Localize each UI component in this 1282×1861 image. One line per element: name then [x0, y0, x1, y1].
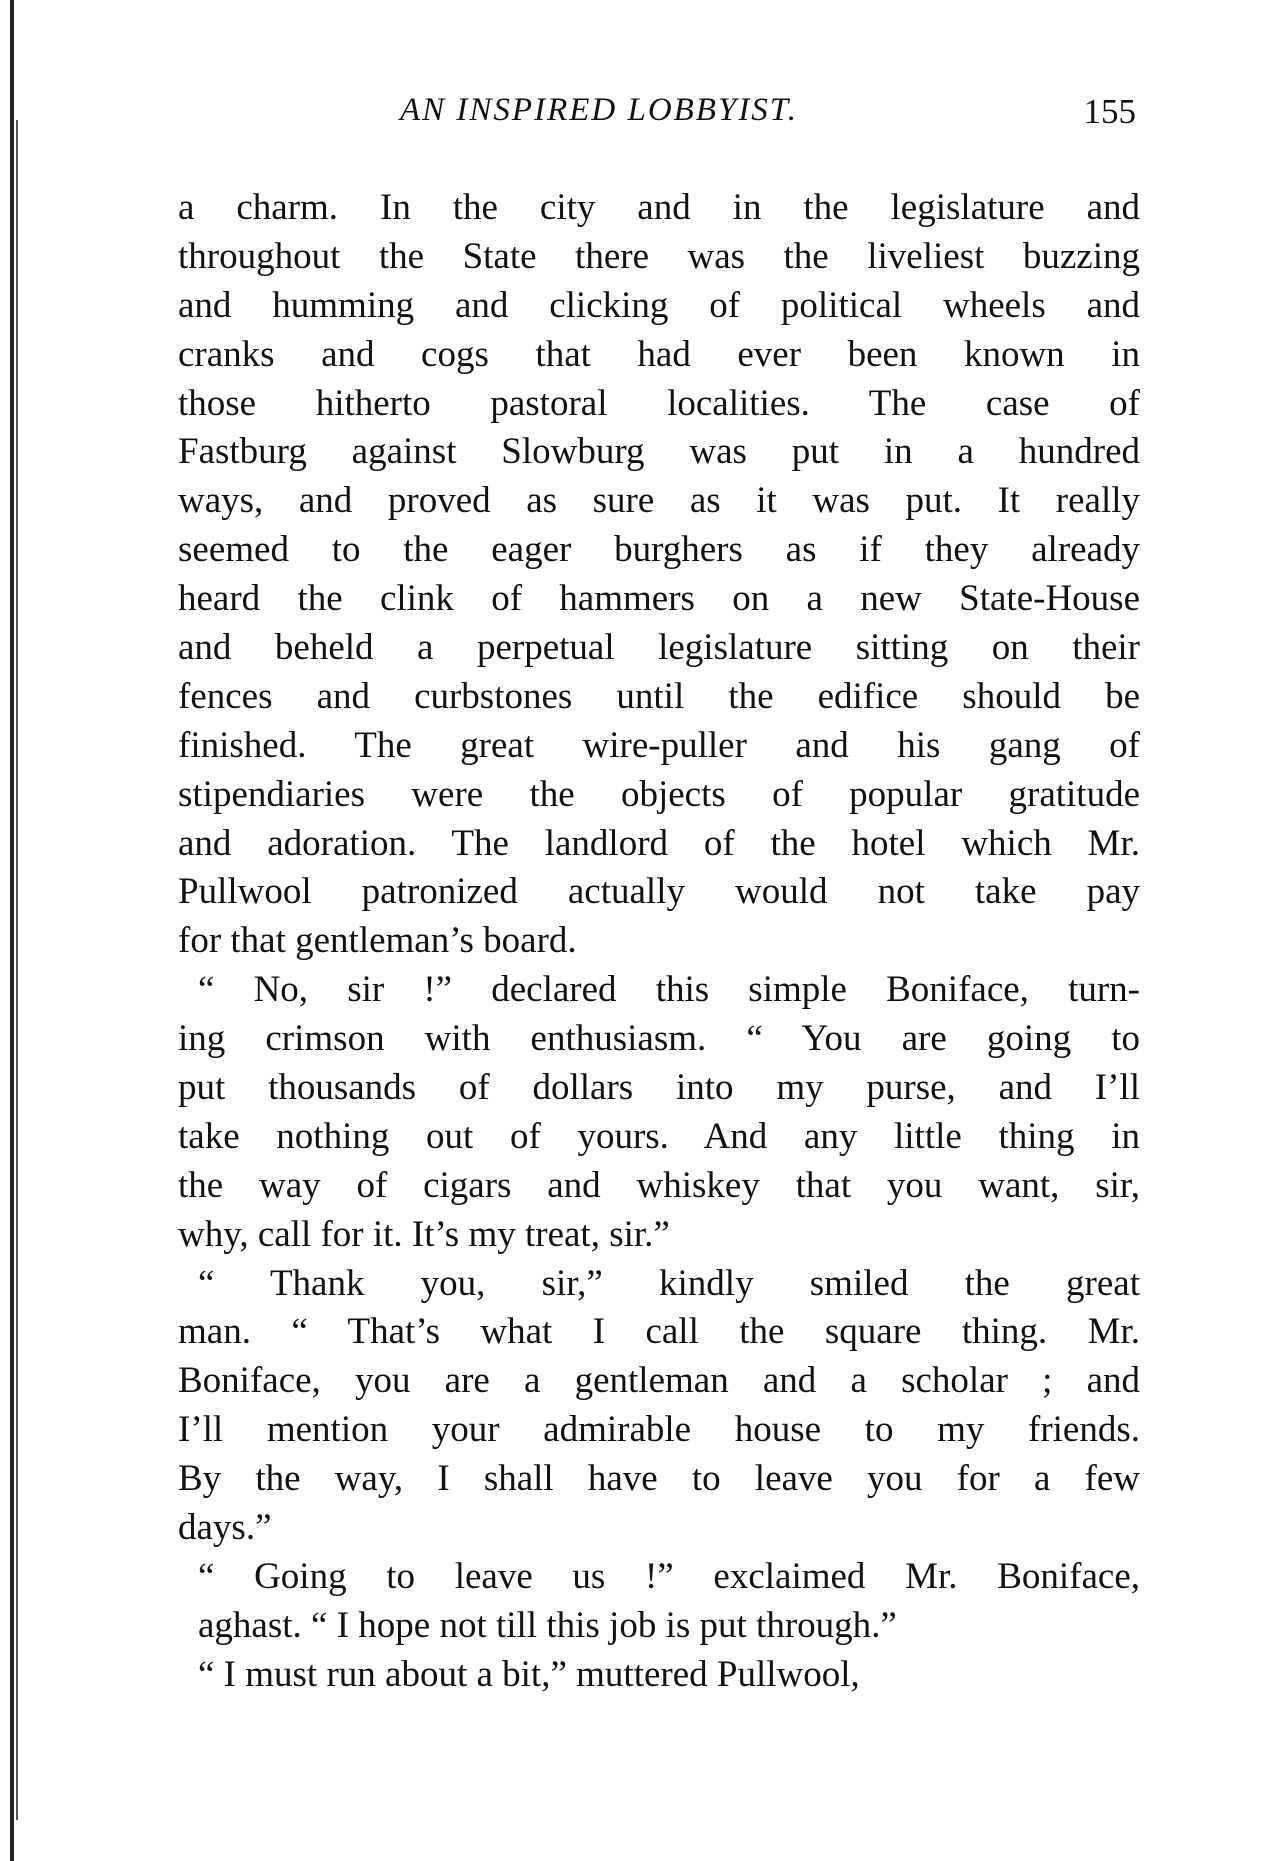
running-header: [178, 92, 1140, 136]
text-line: and humming and clicking of political wheels and: [178, 284, 1140, 326]
text-line: heard the clink of hammers on a new State-House: [178, 578, 1140, 620]
text-line: fences and curbstones until the edifice should be: [178, 675, 1140, 717]
text-line: seemed to the eager burghers as if they already: [178, 529, 1140, 571]
text-line: and beheld a perpetual legislature sitting on their: [178, 627, 1140, 669]
text-line: cranks and cogs that had ever been known in: [178, 333, 1140, 375]
text-line: take nothing out of yours. And any little thing in: [178, 1115, 1140, 1157]
text-line: “ Going to leave us !” exclaimed Mr. Boniface,: [198, 1555, 1140, 1597]
text-line: By the way, I shall have to leave you for a few: [178, 1458, 1140, 1500]
running-title: AN INSPIRED LOBBYIST.: [400, 92, 798, 128]
text-line: “ I must run about a bit,” muttered Pullwool,: [198, 1653, 860, 1695]
text-line: Fastburg against Slowburg was put in a hundred: [178, 431, 1140, 473]
text-line: put thousands of dollars into my purse, and I’ll: [178, 1067, 1140, 1109]
page-number: 155: [1083, 92, 1136, 131]
text-line: Pullwool patronized actually would not take pay: [178, 871, 1140, 913]
text-line: throughout the State there was the liveliest buzzing: [178, 235, 1140, 277]
text-line: and adoration. The landlord of the hotel which Mr.: [178, 822, 1140, 864]
text-line: a charm. In the city and in the legislature and: [178, 187, 1140, 228]
text-line: Boniface, you are a gentleman and a scholar ; and: [178, 1360, 1140, 1402]
text-line: ways, and proved as sure as it was put. It really: [178, 480, 1140, 522]
text-line: stipendiaries were the objects of popular gratitude: [178, 773, 1140, 815]
text-line: why, call for it. It’s my treat, sir.”: [178, 1213, 670, 1255]
text-line: “ Thank you, sir,” kindly smiled the great: [198, 1262, 1140, 1304]
text-line: man. “ That’s what I call the square thing. Mr.: [178, 1311, 1140, 1353]
text-line: finished. The great wire-puller and his gang of: [178, 724, 1140, 766]
body-text: [178, 184, 1140, 1700]
text-line: aghast. “ I hope not till this job is put through.”: [198, 1604, 897, 1646]
text-line: “ No, sir !” declared this simple Boniface, turn-: [198, 969, 1140, 1011]
text-line: ing crimson with enthusiasm. “ You are going to: [178, 1018, 1140, 1060]
text-line: those hitherto pastoral localities. The case of: [178, 382, 1140, 424]
text-line: days.”: [178, 1507, 272, 1549]
text-line: for that gentleman’s board.: [178, 920, 577, 962]
text-line: I’ll mention your admirable house to my friends.: [178, 1409, 1140, 1451]
text-line: the way of cigars and whiskey that you want, sir,: [178, 1164, 1140, 1206]
page-edge-scan-line: [10, 0, 14, 1861]
page-edge-shadow: [16, 120, 18, 1820]
